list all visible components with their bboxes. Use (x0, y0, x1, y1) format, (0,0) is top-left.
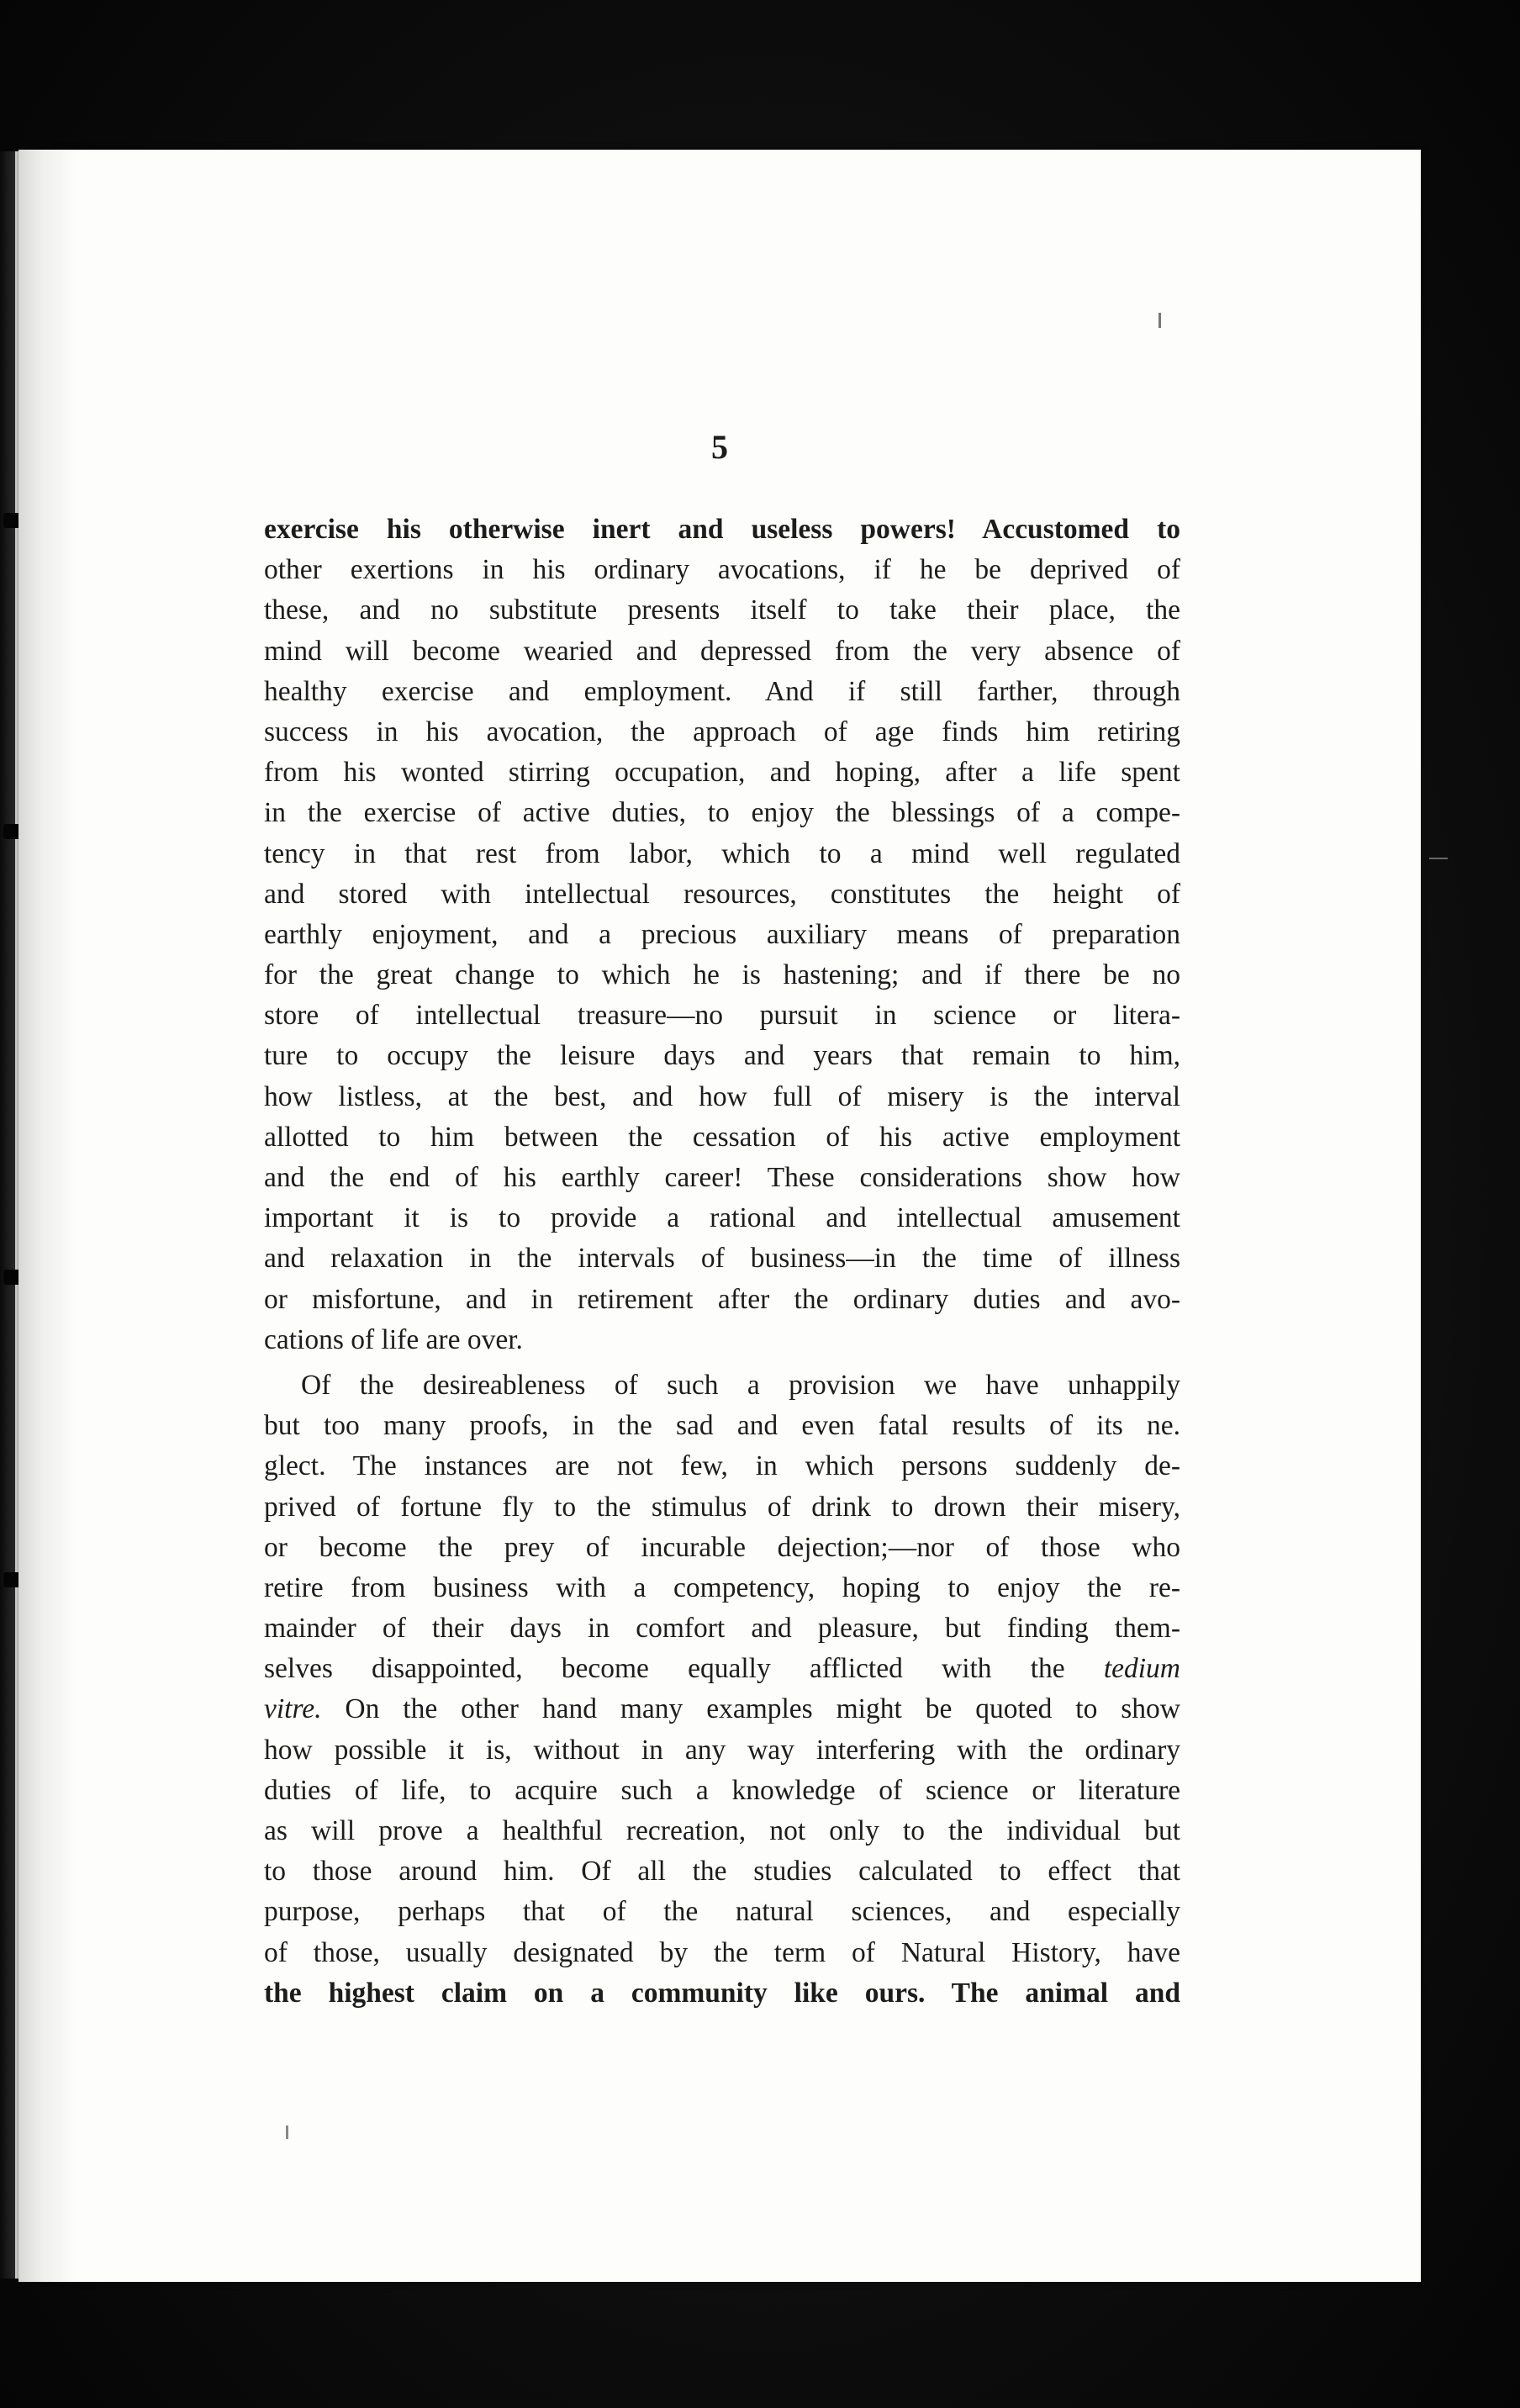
page-text (264, 510, 1180, 2014)
italic-phrase: vitre. (264, 1693, 322, 1725)
text-line: success in his avocation, the approach of age finds him retiring (264, 716, 1180, 747)
text-line: earthly enjoyment, and a precious auxiliary means of preparation (264, 918, 1180, 950)
text-line: and the end of his earthly career! These considerations show how (264, 1162, 1180, 1193)
text-line: Of the desireableness of such a provision we have unhappily (301, 1369, 1180, 1401)
paragraph (264, 1365, 1180, 2014)
scan-artifact (1158, 313, 1161, 328)
text-line: store of intellectual treasure—no pursuit in science or litera- (264, 1000, 1180, 1032)
text-line: from his wonted stirring occupation, and hoping, after a life spent (264, 757, 1180, 789)
text-line: how listless, at the best, and how full of misery is the interval (264, 1080, 1180, 1112)
scan-artifact (1429, 858, 1448, 859)
text-line: mind will become wearied and depressed from the very absence of (264, 635, 1180, 667)
text-line: prived of fortune fly to the stimulus of drink to drown their misery, (264, 1491, 1180, 1523)
page-number: 5 (711, 428, 728, 466)
text-line: retire from business with a competency, hoping to enjoy the re- (264, 1571, 1180, 1603)
text-line: and stored with intellectual resources, constitutes the height of (264, 878, 1180, 910)
text-line: of those, usually designated by the term of Natural History, have (264, 1936, 1180, 1968)
text-line: for the great change to which he is hastening; and if there be no (264, 959, 1180, 991)
text-line: other exertions in his ordinary avocations, if he be deprived of (264, 554, 1180, 586)
italic-phrase: tedium (1103, 1653, 1180, 1685)
text-segment: On the other hand many examples might be quoted to show (321, 1693, 1180, 1725)
text-line (264, 1689, 1180, 1729)
text-line: tency in that rest from labor, which to a mind well regulated (264, 837, 1180, 869)
text-line: mainder of their days in comfort and pleasure, but finding them- (264, 1613, 1180, 1645)
document-page (18, 150, 1421, 2282)
text-line: important it is to provide a rational and intellectual amusement (264, 1202, 1180, 1234)
scan-artifact (286, 2125, 288, 2139)
text-line: exercise his otherwise inert and useless powers! Accustomed to (264, 514, 1180, 545)
paragraph (264, 510, 1180, 1360)
text-line: duties of life, to acquire such a knowledge of science or literature (264, 1774, 1180, 1806)
text-line: healthy exercise and employment. And if still farther, through (264, 675, 1180, 707)
text-line: the highest claim on a community like ours. The animal and (264, 1977, 1180, 2009)
text-segment: selves disappointed, become equally afflicted with the (264, 1653, 1104, 1685)
text-line: or misfortune, and in retirement after the ordinary duties and avo- (264, 1283, 1180, 1315)
text-line: as will prove a healthful recreation, not only to the individual but (264, 1815, 1180, 1846)
text-line: but too many proofs, in the sad and even fatal results of its ne. (264, 1410, 1180, 1442)
text-line: in the exercise of active duties, to enjoy the blessings of a compe- (264, 797, 1180, 829)
text-line: ture to occupy the leisure days and years that remain to him, (264, 1040, 1180, 1072)
text-line: to those around him. Of all the studies calculated to effect that (264, 1856, 1180, 1888)
text-line: how possible it is, without in any way interfering with the ordinary (264, 1734, 1180, 1766)
text-line: purpose, perhaps that of the natural sciences, and especially (264, 1896, 1180, 1928)
text-line: or become the prey of incurable dejection;—nor of those who (264, 1531, 1180, 1563)
text-line: glect. The instances are not few, in which persons suddenly de- (264, 1450, 1180, 1482)
text-line (264, 1649, 1180, 1689)
text-line: these, and no substitute presents itself to take their place, the (264, 594, 1180, 626)
text-line: and relaxation in the intervals of business—in the time of illness (264, 1243, 1180, 1275)
text-line: allotted to him between the cessation of his active employment (264, 1121, 1180, 1153)
text-line: cations of life are over. (264, 1323, 523, 1355)
